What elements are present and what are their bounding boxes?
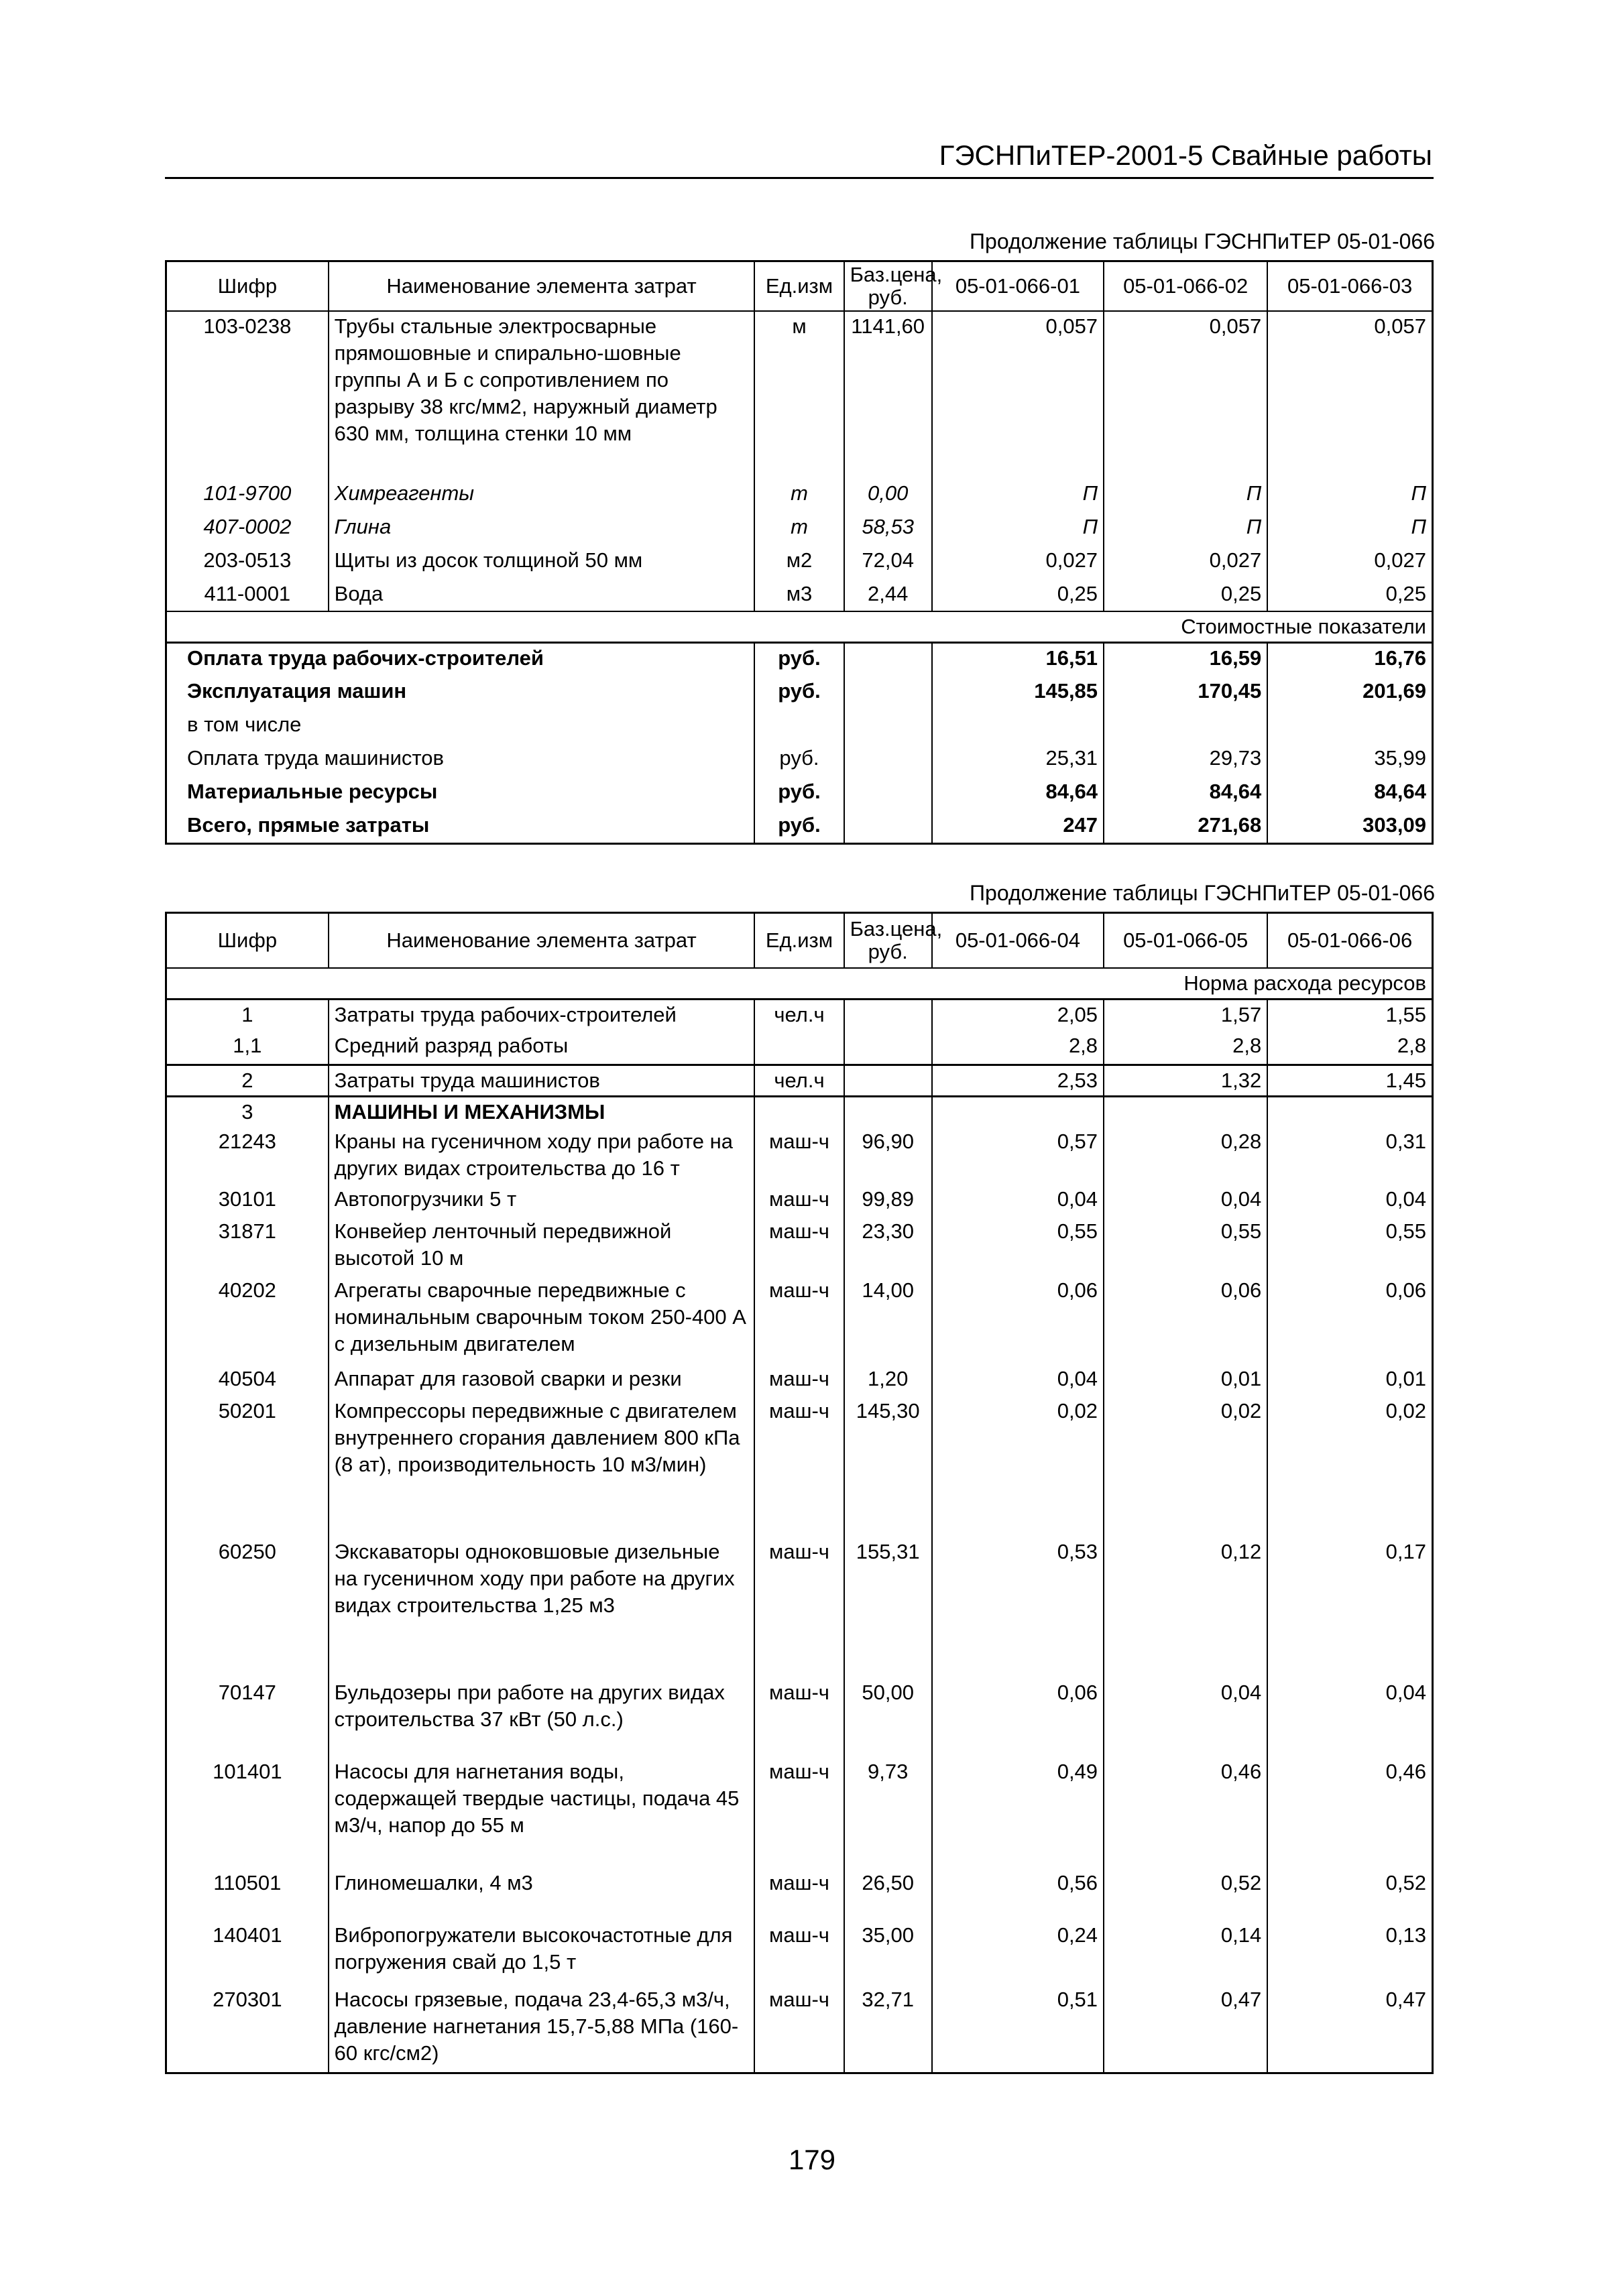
row-name: Оплата труда машинистов — [166, 743, 755, 777]
row-price: 0,00 — [844, 479, 932, 512]
table-row — [166, 1127, 1433, 1185]
table-row — [166, 512, 1433, 546]
table-row — [166, 1276, 1433, 1364]
row-value-1: 0,04 — [932, 1185, 1104, 1217]
row-name: Вибропогружатели высокочастотные для погружения свай до 1,5 т — [329, 1921, 755, 1985]
row-value-1: 0,51 — [932, 1985, 1104, 2073]
row-value-1: 0,04 — [932, 1364, 1104, 1396]
row-code: 2 — [166, 1065, 329, 1096]
row-code: 101-9700 — [166, 479, 329, 512]
col-price-header: Баз.цена, руб. — [844, 913, 932, 968]
row-price: 72,04 — [844, 546, 932, 579]
row-value-3: 0,52 — [1267, 1868, 1432, 1921]
table-row — [166, 1096, 1433, 1127]
row-price: 1,20 — [844, 1364, 932, 1396]
row-code: 101401 — [166, 1757, 329, 1868]
row-code: 1,1 — [166, 1031, 329, 1065]
row-unit: маш-ч — [754, 1921, 844, 1985]
table-row — [166, 1217, 1433, 1276]
table-row — [166, 1364, 1433, 1396]
row-code: 270301 — [166, 1985, 329, 2073]
row-unit: маш-ч — [754, 1868, 844, 1921]
row-value-3 — [1267, 710, 1432, 743]
col-code-header: Шифр — [166, 913, 329, 968]
row-unit: маш-ч — [754, 1276, 844, 1364]
row-name: Конвейер ленточный передвижной высотой 10 м — [329, 1217, 755, 1276]
row-value-2: 0,46 — [1104, 1757, 1267, 1868]
table-row — [166, 1185, 1433, 1217]
row-price: 35,00 — [844, 1921, 932, 1985]
row-code: 21243 — [166, 1127, 329, 1185]
table-row — [166, 676, 1433, 710]
row-name: в том числе — [166, 710, 755, 743]
row-name: Щиты из досок толщиной 50 мм — [329, 546, 755, 579]
row-name: Всего, прямые затраты — [166, 810, 755, 844]
row-value-2: 0,06 — [1104, 1276, 1267, 1364]
table-row — [166, 810, 1433, 844]
row-code: 70147 — [166, 1678, 329, 1757]
cost-section-label: Стоимостные показатели — [166, 611, 1433, 643]
table-row — [166, 1065, 1433, 1096]
row-unit: маш-ч — [754, 1678, 844, 1757]
row-code: 40504 — [166, 1364, 329, 1396]
row-price — [844, 1031, 932, 1065]
row-price — [844, 1096, 932, 1127]
col-code-1-header: 05-01-066-01 — [932, 261, 1104, 312]
row-value-2: 2,8 — [1104, 1031, 1267, 1065]
row-value-2: 0,28 — [1104, 1127, 1267, 1185]
row-name: Эксплуатация машин — [166, 676, 755, 710]
row-unit: чел.ч — [754, 1065, 844, 1096]
norm-section-row — [166, 968, 1433, 1000]
row-unit: маш-ч — [754, 1185, 844, 1217]
row-price — [844, 1065, 932, 1096]
table-row — [166, 479, 1433, 512]
row-name: Бульдозеры при работе на других видах строительства 37 кВт (50 л.с.) — [329, 1678, 755, 1757]
row-code: 1 — [166, 999, 329, 1031]
row-value-3: 0,25 — [1267, 579, 1432, 611]
table-row — [166, 311, 1433, 479]
row-code: 3 — [166, 1096, 329, 1127]
row-value-1 — [932, 1096, 1104, 1127]
row-price: 1141,60 — [844, 311, 932, 479]
row-value-2: 0,25 — [1104, 579, 1267, 611]
row-value-2: 29,73 — [1104, 743, 1267, 777]
row-value-1: 0,057 — [932, 311, 1104, 479]
row-value-3: 0,02 — [1267, 1396, 1432, 1537]
table-row — [166, 1985, 1433, 2073]
table-row — [166, 1868, 1433, 1921]
row-value-1: 0,55 — [932, 1217, 1104, 1276]
table-row — [166, 579, 1433, 611]
row-name: Аппарат для газовой сварки и резки — [329, 1364, 755, 1396]
row-value-1: П — [932, 479, 1104, 512]
row-value-2: П — [1104, 512, 1267, 546]
row-name: Средний разряд работы — [329, 1031, 755, 1065]
row-code: 50201 — [166, 1396, 329, 1537]
row-value-2: 0,04 — [1104, 1678, 1267, 1757]
row-name: Химреагенты — [329, 479, 755, 512]
row-name: Насосы для нагнетания воды, содержащей твердые частицы, подача 45 м3/ч, напор до 55 м — [329, 1757, 755, 1868]
row-unit: маш-ч — [754, 1217, 844, 1276]
table-row — [166, 1921, 1433, 1985]
row-value-1: 0,06 — [932, 1276, 1104, 1364]
row-value-2: 16,59 — [1104, 643, 1267, 676]
header-rule — [165, 177, 1434, 179]
row-unit: т — [754, 479, 844, 512]
row-unit: руб. — [754, 777, 844, 810]
table-row — [166, 743, 1433, 777]
row-price: 26,50 — [844, 1868, 932, 1921]
row-value-3: 201,69 — [1267, 676, 1432, 710]
row-value-3: 303,09 — [1267, 810, 1432, 844]
row-value-3: 0,55 — [1267, 1217, 1432, 1276]
row-value-1: 2,05 — [932, 999, 1104, 1031]
row-code: 31871 — [166, 1217, 329, 1276]
row-name: Агрегаты сварочные передвижные с номинальным сварочным током 250-400 А с дизельным двигателем — [329, 1276, 755, 1364]
row-value-3: 0,057 — [1267, 311, 1432, 479]
row-value-2: 0,02 — [1104, 1396, 1267, 1537]
table-row — [166, 1757, 1433, 1868]
row-unit: руб. — [754, 643, 844, 676]
table2-caption: Продолжение таблицы ГЭСНПиТЕР 05-01-066 — [970, 881, 1435, 905]
row-unit: руб. — [754, 676, 844, 710]
col-name-header: Наименование элемента затрат — [329, 913, 755, 968]
table-row — [166, 546, 1433, 579]
col-price-header: Баз.цена, руб. — [844, 261, 932, 312]
row-name: Вода — [329, 579, 755, 611]
row-value-3: 0,04 — [1267, 1678, 1432, 1757]
row-value-3: 0,13 — [1267, 1921, 1432, 1985]
row-value-2: 0,12 — [1104, 1537, 1267, 1678]
row-name: Трубы стальные электросварные прямошовные и спирально-шовные группы А и Б с сопротивлением по разрыву 38 кгс/мм2, наружный диаметр 630 мм, толщина стенки 10 мм — [329, 311, 755, 479]
running-header: ГЭСНПиТЕР-2001-5 Свайные работы — [939, 139, 1432, 171]
col-code-4-header: 05-01-066-04 — [932, 913, 1104, 968]
col-name-header: Наименование элемента затрат — [329, 261, 755, 312]
row-code: 40202 — [166, 1276, 329, 1364]
row-value-1: 0,02 — [932, 1396, 1104, 1537]
table2-header-row — [166, 913, 1433, 968]
row-unit: м — [754, 311, 844, 479]
row-code: 60250 — [166, 1537, 329, 1678]
row-unit — [754, 1096, 844, 1127]
row-name: Насосы грязевые, подача 23,4-65,3 м3/ч, давление нагнетания 15,7-5,88 МПа (160-60 кгс/см2) — [329, 1985, 755, 2073]
table-row — [166, 1678, 1433, 1757]
row-value-2: 271,68 — [1104, 810, 1267, 844]
row-value-3: 0,47 — [1267, 1985, 1432, 2073]
col-unit-header: Ед.изм — [754, 261, 844, 312]
table2 — [165, 912, 1434, 2074]
row-code: 110501 — [166, 1868, 329, 1921]
row-value-2: 0,47 — [1104, 1985, 1267, 2073]
row-price: 58,53 — [844, 512, 932, 546]
table-row — [166, 999, 1433, 1031]
row-value-3 — [1267, 1096, 1432, 1127]
row-value-1: П — [932, 512, 1104, 546]
row-code: 407-0002 — [166, 512, 329, 546]
row-value-2: 0,55 — [1104, 1217, 1267, 1276]
row-unit: т — [754, 512, 844, 546]
row-value-2 — [1104, 710, 1267, 743]
table1 — [165, 260, 1434, 845]
row-name: Автопогрузчики 5 т — [329, 1185, 755, 1217]
row-unit: маш-ч — [754, 1985, 844, 2073]
row-name: МАШИНЫ И МЕХАНИЗМЫ — [329, 1096, 755, 1127]
row-value-1: 84,64 — [932, 777, 1104, 810]
table1-caption: Продолжение таблицы ГЭСНПиТЕР 05-01-066 — [970, 229, 1435, 253]
row-unit: маш-ч — [754, 1757, 844, 1868]
row-name: Затраты труда рабочих-строителей — [329, 999, 755, 1031]
row-price: 145,30 — [844, 1396, 932, 1537]
row-code: 411-0001 — [166, 579, 329, 611]
row-value-1: 25,31 — [932, 743, 1104, 777]
row-price — [844, 999, 932, 1031]
row-value-1: 247 — [932, 810, 1104, 844]
row-value-2: 0,057 — [1104, 311, 1267, 479]
row-name: Глиномешалки, 4 м3 — [329, 1868, 755, 1921]
row-value-2: 0,04 — [1104, 1185, 1267, 1217]
row-value-2: 0,01 — [1104, 1364, 1267, 1396]
row-value-3: 0,04 — [1267, 1185, 1432, 1217]
row-value-3: 0,01 — [1267, 1364, 1432, 1396]
row-name: Затраты труда машинистов — [329, 1065, 755, 1096]
row-price: 2,44 — [844, 579, 932, 611]
row-value-1: 0,53 — [932, 1537, 1104, 1678]
page-number: 179 — [788, 2144, 836, 2175]
row-price: 99,89 — [844, 1185, 932, 1217]
row-value-1: 2,53 — [932, 1065, 1104, 1096]
row-value-2: 170,45 — [1104, 676, 1267, 710]
row-value-3: 0,027 — [1267, 546, 1432, 579]
row-price: 32,71 — [844, 1985, 932, 2073]
row-code: 140401 — [166, 1921, 329, 1985]
row-unit: маш-ч — [754, 1396, 844, 1537]
row-price: 9,73 — [844, 1757, 932, 1868]
row-price: 96,90 — [844, 1127, 932, 1185]
row-value-3: 1,45 — [1267, 1065, 1432, 1096]
row-unit: чел.ч — [754, 999, 844, 1031]
row-value-3: 16,76 — [1267, 643, 1432, 676]
row-unit: м3 — [754, 579, 844, 611]
row-value-3: П — [1267, 479, 1432, 512]
row-code: 30101 — [166, 1185, 329, 1217]
row-value-3: 0,31 — [1267, 1127, 1432, 1185]
row-value-1: 0,24 — [932, 1921, 1104, 1985]
row-unit: маш-ч — [754, 1537, 844, 1678]
table1-header-row — [166, 261, 1433, 312]
row-value-2: 1,32 — [1104, 1065, 1267, 1096]
table-row — [166, 643, 1433, 676]
row-value-3: 0,46 — [1267, 1757, 1432, 1868]
row-value-3: 35,99 — [1267, 743, 1432, 777]
row-value-3: 2,8 — [1267, 1031, 1432, 1065]
row-name: Оплата труда рабочих-строителей — [166, 643, 755, 676]
col-code-2-header: 05-01-066-02 — [1104, 261, 1267, 312]
table-row — [166, 777, 1433, 810]
row-value-2: 0,14 — [1104, 1921, 1267, 1985]
row-value-1 — [932, 710, 1104, 743]
table-row — [166, 1396, 1433, 1537]
row-value-3: 1,55 — [1267, 999, 1432, 1031]
row-price: 23,30 — [844, 1217, 932, 1276]
row-value-2 — [1104, 1096, 1267, 1127]
row-value-1: 16,51 — [932, 643, 1104, 676]
row-value-3: 0,06 — [1267, 1276, 1432, 1364]
row-value-2: 84,64 — [1104, 777, 1267, 810]
row-name: Глина — [329, 512, 755, 546]
row-value-3: 84,64 — [1267, 777, 1432, 810]
row-value-3: 0,17 — [1267, 1537, 1432, 1678]
row-value-2: П — [1104, 479, 1267, 512]
table-row — [166, 710, 1433, 743]
row-value-1: 0,06 — [932, 1678, 1104, 1757]
row-name: Краны на гусеничном ходу при работе на других видах строительства до 16 т — [329, 1127, 755, 1185]
row-code: 103-0238 — [166, 311, 329, 479]
row-unit: руб. — [754, 810, 844, 844]
row-value-1: 0,56 — [932, 1868, 1104, 1921]
row-value-1: 145,85 — [932, 676, 1104, 710]
col-code-3-header: 05-01-066-03 — [1267, 261, 1432, 312]
row-unit — [754, 710, 844, 743]
row-value-1: 0,49 — [932, 1757, 1104, 1868]
row-name: Компрессоры передвижные с двигателем внутреннего сгорания давлением 800 кПа (8 ат), производительность 10 м3/мин) — [329, 1396, 755, 1537]
row-unit: маш-ч — [754, 1364, 844, 1396]
table-row — [166, 1537, 1433, 1678]
norm-section-label: Норма расхода ресурсов — [166, 968, 1433, 1000]
table-row — [166, 1031, 1433, 1065]
row-value-3: П — [1267, 512, 1432, 546]
row-name: Материальные ресурсы — [166, 777, 755, 810]
row-code: 203-0513 — [166, 546, 329, 579]
row-unit: маш-ч — [754, 1127, 844, 1185]
row-value-2: 0,027 — [1104, 546, 1267, 579]
row-price: 155,31 — [844, 1537, 932, 1678]
row-unit: м2 — [754, 546, 844, 579]
row-price: 14,00 — [844, 1276, 932, 1364]
row-unit: руб. — [754, 743, 844, 777]
row-value-1: 0,57 — [932, 1127, 1104, 1185]
row-price: 50,00 — [844, 1678, 932, 1757]
col-unit-header: Ед.изм — [754, 913, 844, 968]
row-value-1: 0,027 — [932, 546, 1104, 579]
row-value-2: 0,52 — [1104, 1868, 1267, 1921]
cost-section-row — [166, 611, 1433, 643]
col-code-6-header: 05-01-066-06 — [1267, 913, 1432, 968]
col-code-5-header: 05-01-066-05 — [1104, 913, 1267, 968]
row-name: Экскаваторы одноковшовые дизельные на гусеничном ходу при работе на других видах строительства 1,25 м3 — [329, 1537, 755, 1678]
row-value-1: 0,25 — [932, 579, 1104, 611]
row-value-1: 2,8 — [932, 1031, 1104, 1065]
row-unit — [754, 1031, 844, 1065]
col-code-header: Шифр — [166, 261, 329, 312]
row-value-2: 1,57 — [1104, 999, 1267, 1031]
